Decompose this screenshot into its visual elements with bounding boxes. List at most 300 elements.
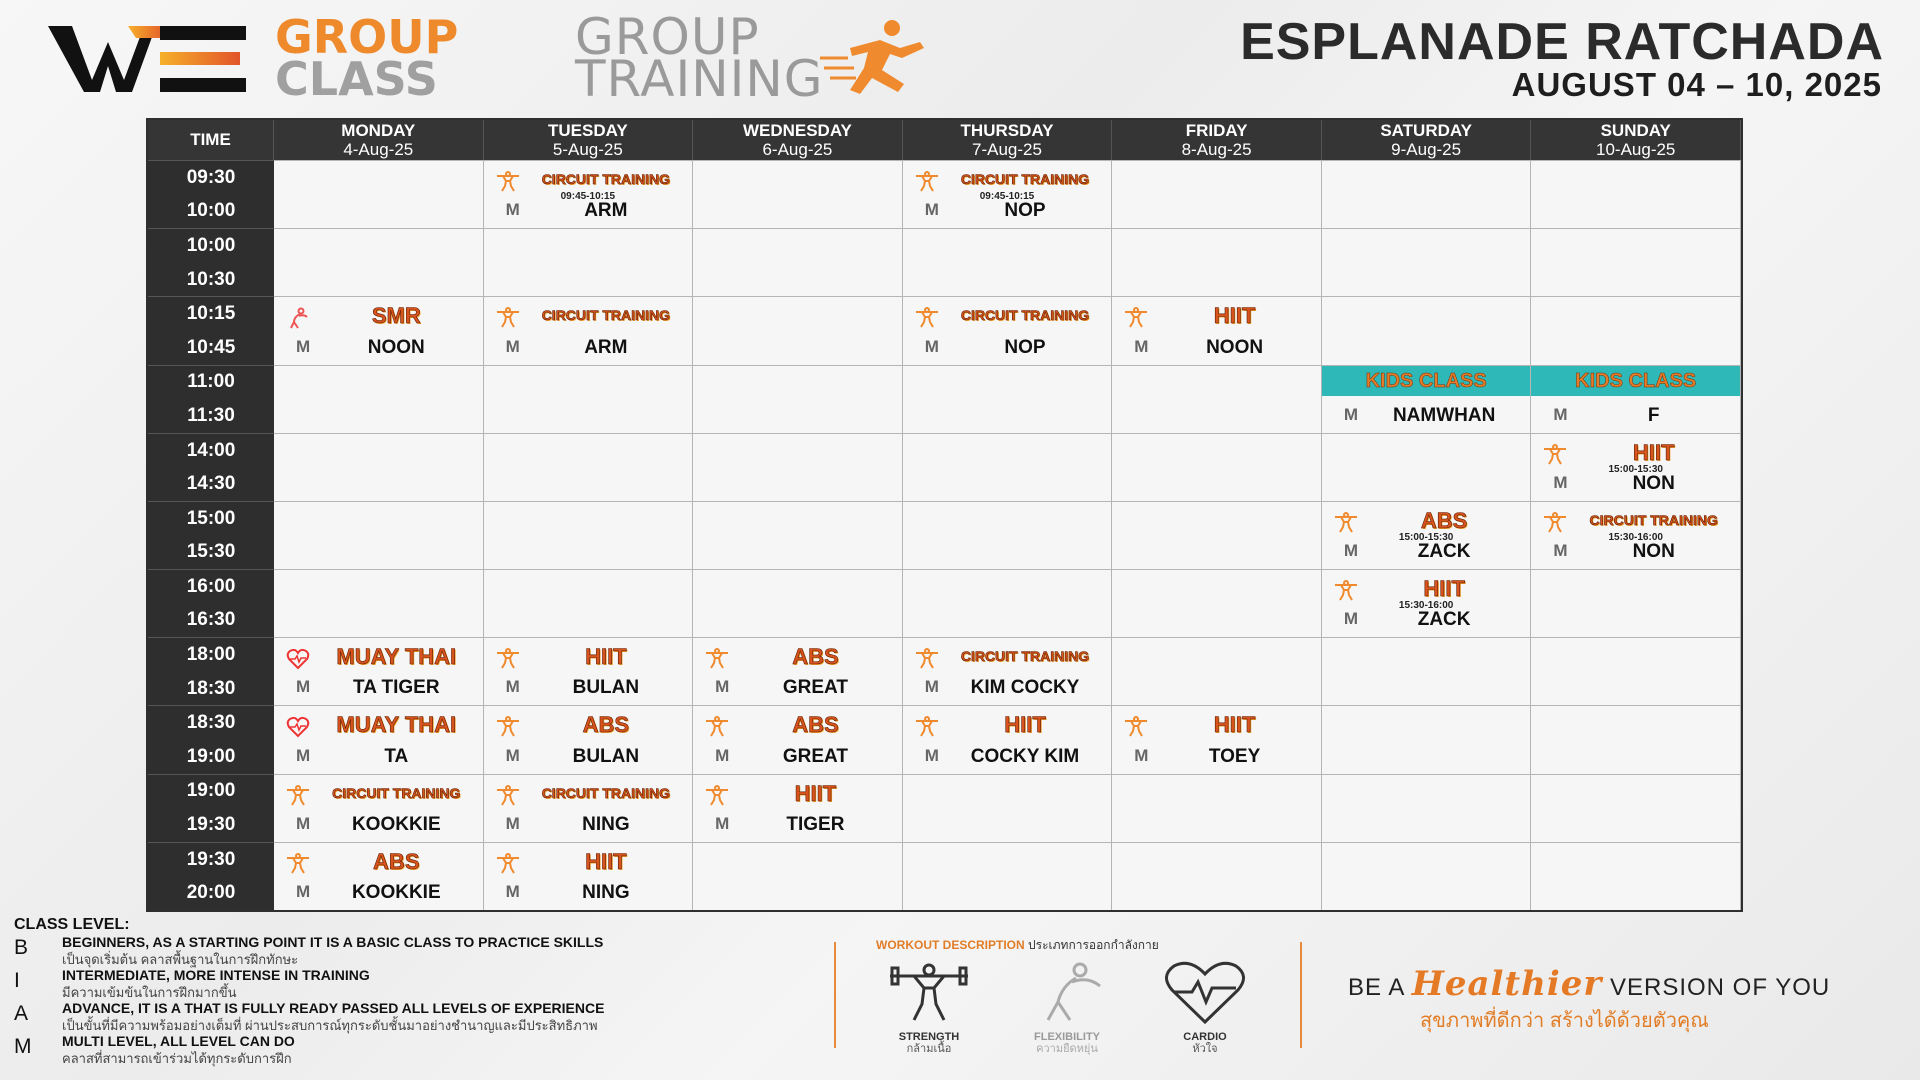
class-entry: [274, 706, 483, 773]
class-time: 15:00-15:30: [1398, 531, 1454, 543]
level-desc-en: ADVANCE, IT IS A THAT IS FULLY READY PASSED ALL LEVELS OF EXPERIENCE: [62, 1000, 605, 1016]
class-title: KIDS CLASS: [1322, 366, 1531, 396]
class-title: HIIT: [1632, 439, 1675, 465]
schedule-cell: [1112, 160, 1322, 228]
schedule-cell: [903, 569, 1113, 637]
level-desc-en: MULTI LEVEL, ALL LEVEL CAN DO: [62, 1033, 295, 1049]
schedule-cell: [693, 637, 903, 705]
schedule-cell: [693, 228, 903, 296]
schedule-cell: [903, 637, 1113, 705]
level-desc-th: มีความเข้มข้นในการฝึกมากขึ้น: [62, 985, 237, 1000]
schedule-cell: [1322, 637, 1532, 705]
day-header: [903, 120, 1113, 160]
class-coach: BULAN: [572, 745, 640, 767]
strength-icon: [286, 785, 310, 807]
class-coach: TA: [384, 745, 409, 767]
schedule-cell: [484, 433, 694, 501]
time-slot: [148, 160, 274, 228]
brand-group-class: [275, 10, 459, 106]
schedule-cell: [903, 501, 1113, 569]
we-logo: [48, 22, 248, 94]
workout-heading-th: ประเภทการออกกำลังกาย: [1028, 938, 1159, 952]
class-level: M: [715, 813, 730, 833]
schedule-cell: [274, 842, 484, 910]
strength-icon: [705, 716, 729, 738]
class-coach: KOOKKIE: [351, 881, 441, 903]
class-entry: [903, 297, 1112, 364]
class-coach: NOP: [1004, 336, 1046, 358]
day-header: [1531, 120, 1741, 160]
schedule-cell: [903, 160, 1113, 228]
workout-strength: [874, 958, 984, 1055]
class-title: ABS: [1420, 507, 1468, 533]
schedule-cell: [484, 365, 694, 433]
class-title: ABS: [792, 644, 839, 670]
class-level-legend: [14, 916, 814, 1066]
schedule-cell: [1112, 774, 1322, 842]
divider-right: [1300, 942, 1302, 1048]
class-entry: [903, 638, 1112, 705]
strength-icon: [884, 958, 974, 1026]
schedule-cell: [274, 705, 484, 773]
brand-line-2: CLASS: [275, 52, 438, 106]
class-coach: NON: [1632, 541, 1675, 563]
slot-end: 10:30: [186, 268, 236, 290]
class-level: M: [1553, 541, 1568, 561]
slot-start: 10:15: [186, 303, 236, 325]
strength-icon: [496, 716, 520, 738]
cardio-icon: [286, 648, 310, 670]
schedule-cell: [1322, 228, 1532, 296]
strength-icon: [915, 716, 939, 738]
class-title: CIRCUIT TRAINING: [1589, 511, 1718, 528]
strength-icon: [705, 785, 729, 807]
day-date: 4-Aug-25: [343, 140, 414, 159]
slot-start: 19:30: [186, 848, 236, 870]
class-entry: [484, 706, 693, 773]
schedule-cell: [1112, 842, 1322, 910]
schedule-cell: [903, 705, 1113, 773]
class-level: M: [296, 336, 311, 356]
time-slot: [148, 637, 274, 705]
schedule-cell: [903, 365, 1113, 433]
class-level: M: [505, 813, 520, 833]
schedule-cell: [274, 365, 484, 433]
class-level: M: [505, 677, 520, 697]
legend-level-b: [14, 934, 814, 967]
class-title: HIIT: [1213, 303, 1256, 329]
brand-alt-line-2: TRAINING: [575, 50, 824, 108]
strength-icon: [1124, 307, 1148, 329]
schedule-cell: [1112, 705, 1322, 773]
strength-icon: [496, 648, 520, 670]
class-title: HIIT: [1213, 712, 1256, 738]
class-coach: ZACK: [1417, 541, 1471, 563]
day-name: SATURDAY: [1380, 121, 1472, 140]
class-entry: [484, 638, 693, 705]
workout-flexibility: [1012, 958, 1122, 1055]
schedule-cell: [274, 296, 484, 364]
schedule-cell: [1112, 365, 1322, 433]
class-coach: TA TIGER: [353, 677, 440, 699]
slot-end: 19:00: [186, 745, 236, 767]
class-coach: NING: [582, 813, 630, 835]
schedule-cell: [1112, 296, 1322, 364]
legend-level-i: [14, 967, 814, 1000]
strength-icon: [1334, 512, 1358, 534]
class-level: M: [715, 745, 730, 765]
class-level: M: [1343, 404, 1359, 424]
class-entry: [484, 775, 693, 842]
slot-end: 19:30: [186, 814, 236, 836]
level-desc-en: BEGINNERS, AS A STARTING POINT IT IS A BASIC CLASS TO PRACTICE SKILLS: [62, 934, 604, 950]
schedule-cell: [693, 365, 903, 433]
venue-title: ESPLANADE RATCHADA: [1240, 13, 1884, 71]
class-coach: NING: [582, 881, 630, 903]
class-title: ABS: [373, 848, 420, 874]
class-entry: [1531, 366, 1740, 433]
class-title: MUAY THAI: [336, 712, 457, 738]
class-title: CIRCUIT TRAINING: [541, 784, 671, 801]
class-title: HIIT: [1004, 712, 1046, 738]
class-entry: [484, 297, 693, 364]
class-level: M: [1343, 609, 1359, 629]
class-coach: BULAN: [572, 677, 640, 699]
slogan-pre: BE A: [1348, 974, 1405, 1001]
schedule-cell: [1112, 637, 1322, 705]
time-header-label: TIME: [190, 130, 231, 149]
class-coach: F: [1647, 404, 1660, 426]
slot-end: 11:30: [187, 404, 235, 426]
class-title: ABS: [582, 712, 630, 738]
schedule-cell: [484, 774, 694, 842]
schedule-cell: [274, 433, 484, 501]
strength-icon: [1124, 716, 1148, 738]
schedule-cell: [693, 569, 903, 637]
slot-end: 10:45: [186, 336, 236, 358]
class-entry: [693, 638, 902, 705]
class-level: M: [1134, 745, 1149, 765]
flexibility-label-en: FLEXIBILITY: [1034, 1031, 1100, 1043]
schedule-cell: [1531, 296, 1741, 364]
class-level: M: [924, 200, 939, 220]
workout-cardio: [1150, 958, 1260, 1055]
slot-start: 18:00: [186, 644, 236, 666]
slot-end: 18:30: [186, 677, 236, 699]
schedule-cell: [1322, 433, 1532, 501]
time-slot: [148, 705, 274, 773]
strength-icon: [1543, 512, 1567, 534]
class-title: SMR: [371, 303, 421, 329]
slogan-highlight: Healthier: [1411, 964, 1603, 1004]
level-desc-th: เป็นจุดเริ่มต้น คลาสพื้นฐานในการฝึกทักษะ: [62, 952, 299, 967]
class-level: M: [505, 745, 520, 765]
class-level: M: [296, 813, 311, 833]
schedule-cell: [484, 160, 694, 228]
class-coach: NOP: [1004, 200, 1046, 222]
strength-icon: [496, 853, 520, 875]
schedule-cell: [1112, 501, 1322, 569]
class-coach: KOOKKIE: [351, 813, 441, 835]
flexibility-label-th: ความยืดหยุ่น: [1036, 1043, 1098, 1055]
schedule-cell: [903, 228, 1113, 296]
day-header: [274, 120, 484, 160]
cardio-label-en: CARDIO: [1183, 1031, 1227, 1043]
class-entry: [1322, 502, 1531, 569]
class-entry: [274, 843, 483, 910]
schedule-cell: [1531, 637, 1741, 705]
class-title: HIIT: [585, 848, 627, 874]
schedule-cell: [1531, 228, 1741, 296]
day-header: [484, 120, 694, 160]
legend-heading: CLASS LEVEL:: [14, 916, 130, 933]
schedule-cell: [1322, 296, 1532, 364]
schedule-cell: [1322, 569, 1532, 637]
schedule-cell: [1531, 705, 1741, 773]
class-entry: [274, 638, 483, 705]
day-date: 7-Aug-25: [972, 140, 1042, 159]
strength-label-en: STRENGTH: [898, 1031, 960, 1043]
class-coach: NOON: [1206, 336, 1264, 358]
schedule-cell: [693, 705, 903, 773]
schedule-cell: [274, 228, 484, 296]
schedule-cell: [1322, 705, 1532, 773]
class-coach: ARM: [584, 200, 628, 222]
class-title: CIRCUIT TRAINING: [541, 307, 671, 324]
day-header: [1112, 120, 1322, 160]
time-slot: [148, 365, 274, 433]
class-level: M: [1343, 541, 1359, 561]
strength-icon: [915, 171, 939, 193]
time-slot: [148, 433, 274, 501]
class-level: M: [505, 881, 520, 901]
time-slot: [148, 569, 274, 637]
strength-icon: [496, 785, 520, 807]
class-level: M: [1134, 336, 1149, 356]
class-title: CIRCUIT TRAINING: [960, 648, 1090, 665]
day-name: SUNDAY: [1600, 121, 1671, 140]
slogan-thai: สุขภาพที่ดีกว่า สร้างได้ด้วยตัวคุณ: [1420, 1010, 1709, 1032]
class-time: 09:45-10:15: [979, 191, 1035, 202]
schedule-cell: [1322, 501, 1532, 569]
slot-start: 19:00: [186, 780, 236, 802]
strength-icon: [1543, 444, 1567, 466]
class-title: ABS: [792, 712, 839, 738]
schedule-cell: [484, 296, 694, 364]
schedule-cell: [484, 637, 694, 705]
strength-icon: [705, 648, 729, 670]
class-coach: ZACK: [1417, 609, 1471, 631]
class-title: HIIT: [794, 780, 837, 806]
class-level: M: [1553, 404, 1568, 424]
schedule-cell: [903, 842, 1113, 910]
strength-icon: [915, 648, 939, 670]
level-desc-th: เป็นขั้นที่มีความพร้อมอย่างเต็มที่ ผ่านประสบการณ์ทุกระดับชั้นมาอย่างชำนาญและมีประสิทธิภาพ: [62, 1018, 598, 1033]
divider-left: [834, 942, 836, 1048]
schedule-cell: [1531, 842, 1741, 910]
day-date: 5-Aug-25: [552, 140, 623, 159]
schedule-cell: [693, 160, 903, 228]
class-entry: [1112, 297, 1321, 364]
class-entry: [274, 297, 483, 364]
schedule-cell: [274, 637, 484, 705]
schedule-cell: [693, 296, 903, 364]
class-entry: [274, 775, 483, 842]
slot-end: 14:30: [186, 473, 236, 495]
schedule-cell: [274, 774, 484, 842]
slot-end: 16:30: [186, 609, 236, 631]
day-date: 9-Aug-25: [1391, 140, 1462, 159]
cardio-icon: [1160, 958, 1250, 1026]
class-title: CIRCUIT TRAINING: [960, 307, 1090, 324]
class-title: HIIT: [585, 644, 627, 670]
class-coach: ARM: [584, 336, 628, 358]
cardio-label-th: หัวใจ: [1192, 1043, 1218, 1055]
day-header: [693, 120, 903, 160]
strength-label-th: กล้ามเนื้อ: [906, 1043, 952, 1055]
class-title: MUAY THAI: [336, 644, 457, 670]
day-date: 8-Aug-25: [1181, 140, 1252, 159]
day-date: 10-Aug-25: [1596, 140, 1676, 159]
legend-level-a: [14, 1000, 814, 1033]
schedule-cell: [274, 160, 484, 228]
class-entry: [1322, 366, 1531, 433]
class-coach: TOEY: [1208, 745, 1261, 767]
class-coach: TIGER: [786, 813, 845, 835]
strength-icon: [915, 307, 939, 329]
class-level: M: [715, 677, 730, 697]
slot-end: 20:00: [186, 882, 236, 904]
level-letter: B: [14, 936, 29, 959]
class-entry: [903, 706, 1112, 773]
time-slot: [148, 501, 274, 569]
class-level: M: [924, 677, 939, 697]
time-header: [148, 120, 274, 160]
slot-start: 15:00: [186, 507, 236, 529]
time-slot: [148, 842, 274, 910]
class-time: 09:45-10:15: [560, 191, 616, 202]
schedule-cell: [903, 433, 1113, 501]
class-entry: [484, 161, 693, 228]
schedule-cell: [1322, 365, 1532, 433]
slot-start: 14:00: [186, 439, 236, 461]
date-range: AUGUST 04 – 10, 2025: [1511, 66, 1882, 103]
class-entry: [903, 161, 1112, 228]
class-entry: [693, 775, 902, 842]
schedule-cell: [1531, 160, 1741, 228]
flexibility-icon: [286, 307, 310, 329]
schedule-cell: [1531, 501, 1741, 569]
class-coach: KIM COCKY: [970, 677, 1080, 699]
day-name: WEDNESDAY: [742, 121, 852, 140]
class-time: 15:00-15:30: [1608, 463, 1663, 475]
class-entry: [1112, 706, 1321, 773]
class-time: 15:30-16:00: [1608, 531, 1663, 543]
class-level: M: [505, 336, 520, 356]
workout-description-heading: [876, 936, 1159, 955]
schedule-cell: [903, 774, 1113, 842]
class-entry: [484, 843, 693, 910]
slot-start: 18:30: [186, 712, 236, 734]
strength-icon: [496, 171, 520, 193]
workout-heading-en: WORKOUT DESCRIPTION: [876, 938, 1025, 952]
schedule-cell: [903, 296, 1113, 364]
day-name: TUESDAY: [548, 121, 628, 140]
slogan-post: VERSION OF YOU: [1609, 974, 1831, 1001]
schedule-cell: [693, 774, 903, 842]
schedule-cell: [693, 501, 903, 569]
class-level: M: [296, 677, 311, 697]
legend-level-m: [14, 1033, 814, 1066]
class-coach: GREAT: [782, 677, 848, 699]
class-level: M: [296, 881, 311, 901]
schedule-cell: [1531, 569, 1741, 637]
class-level: M: [505, 200, 520, 220]
slot-start: 16:00: [186, 575, 236, 597]
level-letter: A: [14, 1002, 29, 1025]
strength-icon: [1334, 580, 1358, 602]
cardio-icon: [286, 716, 310, 738]
class-coach: COCKY KIM: [970, 745, 1080, 767]
brand-alt-line-1: GROUP: [575, 8, 760, 66]
class-title: CIRCUIT TRAINING: [960, 171, 1090, 187]
class-level: M: [924, 745, 939, 765]
class-level: M: [296, 745, 311, 765]
class-title: CIRCUIT TRAINING: [332, 784, 461, 801]
level-desc-en: INTERMEDIATE, MORE INTENSE IN TRAINING: [62, 967, 370, 983]
class-entry: [1531, 502, 1740, 569]
day-header: [1322, 120, 1532, 160]
brand-line-1: GROUP: [275, 10, 459, 64]
slot-start: 09:30: [186, 166, 236, 188]
slot-start: 10:00: [186, 234, 236, 256]
day-name: MONDAY: [341, 121, 416, 140]
time-slot: [148, 296, 274, 364]
slot-start: 11:00: [187, 371, 235, 393]
slogan: [1348, 964, 1830, 1004]
schedule-cell: [1112, 433, 1322, 501]
schedule-cell: [484, 705, 694, 773]
schedule-cell: [484, 228, 694, 296]
schedule-cell: [274, 501, 484, 569]
runner-icon: [820, 18, 935, 98]
schedule-cell: [1112, 228, 1322, 296]
flexibility-icon: [1022, 958, 1112, 1026]
class-title: HIIT: [1423, 576, 1465, 602]
schedule-cell: [693, 842, 903, 910]
schedule-cell: [484, 569, 694, 637]
schedule-cell: [1531, 774, 1741, 842]
day-date: 6-Aug-25: [762, 140, 833, 159]
schedule-cell: [1322, 842, 1532, 910]
class-coach: GREAT: [782, 745, 848, 767]
class-coach: NON: [1632, 472, 1675, 494]
schedule-cell: [1322, 774, 1532, 842]
schedule-table: [146, 118, 1743, 912]
slot-end: 15:30: [186, 541, 236, 563]
schedule-cell: [693, 433, 903, 501]
schedule-cell: [1322, 160, 1532, 228]
brand-group-training: [575, 8, 824, 108]
level-letter: I: [14, 969, 20, 992]
class-entry: [693, 706, 902, 773]
day-name: FRIDAY: [1185, 121, 1248, 140]
schedule-cell: [1531, 433, 1741, 501]
level-letter: M: [14, 1035, 32, 1058]
class-entry: [1531, 434, 1740, 501]
class-coach: NAMWHAN: [1392, 404, 1496, 426]
schedule-cell: [1531, 365, 1741, 433]
